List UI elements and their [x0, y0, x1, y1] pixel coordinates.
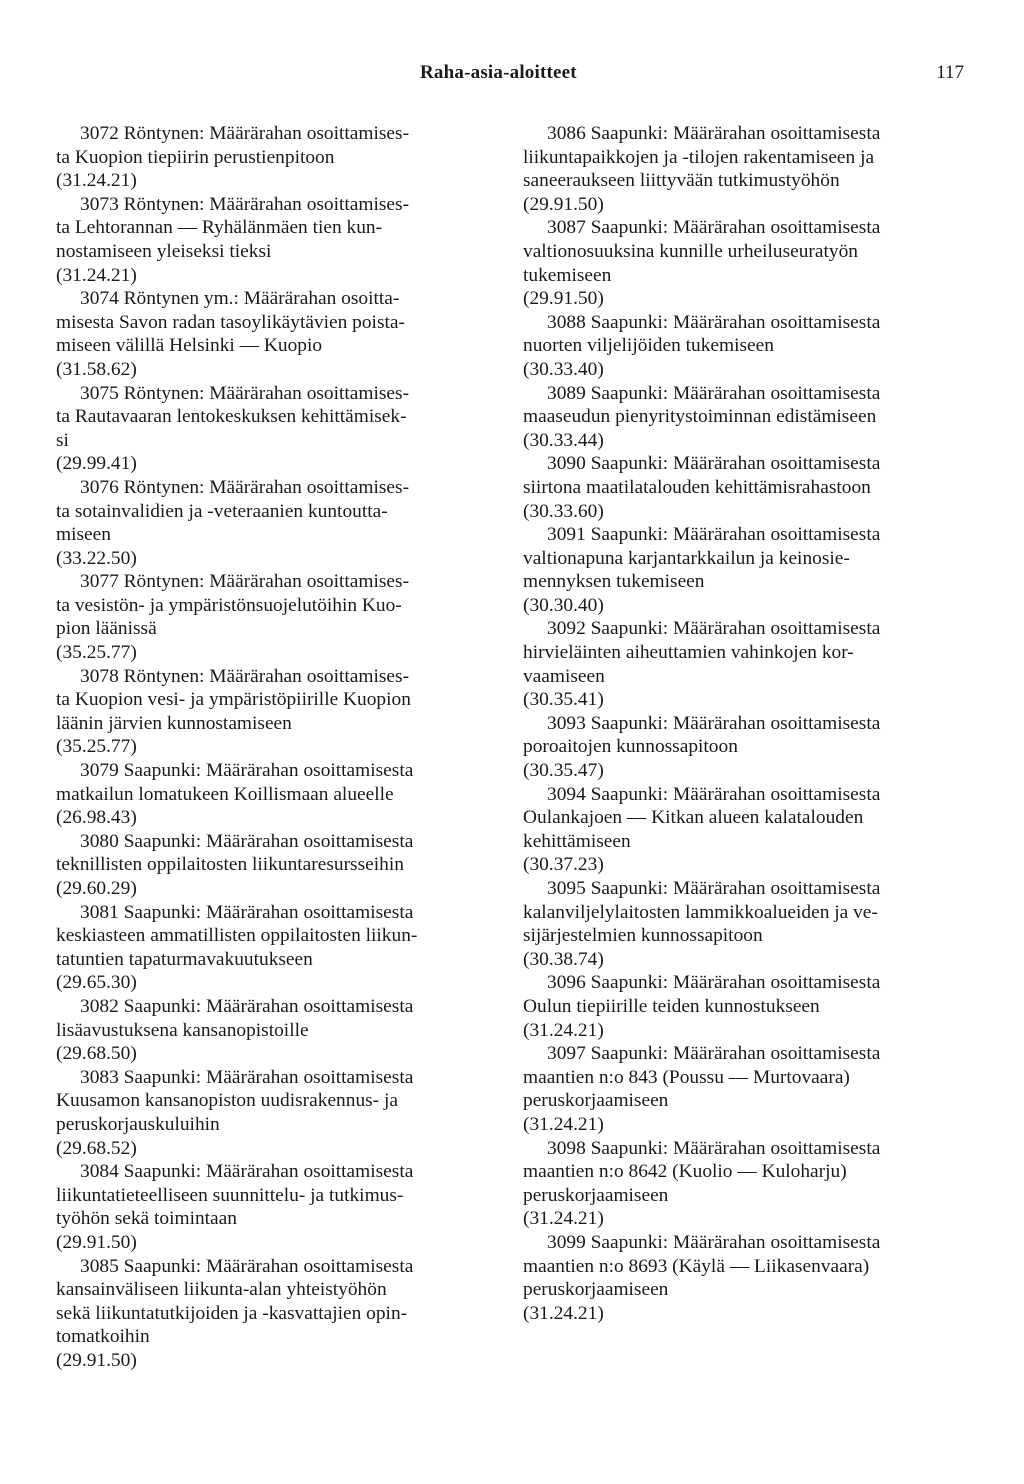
motion-entry [56, 759, 494, 830]
motion-entry [56, 382, 494, 476]
motion-text-line: hirvieläinten aiheuttamien vahinkojen kor- [523, 642, 854, 664]
motion-text-line: peruskorjaamiseen [523, 1184, 669, 1206]
motion-text-line: kansainväliseen liikunta-alan yhteistyöhön [56, 1279, 387, 1301]
budget-item-code: (29.91.50) [56, 1349, 137, 1371]
motion-title-line: 3094 Saapunki: Määrärahan osoittamisesta [547, 783, 881, 805]
motion-text-line: sekä liikuntatutkijoiden ja -kasvattajien opin- [56, 1302, 408, 1324]
motion-title-line: 3093 Saapunki: Määrärahan osoittamisesta [547, 712, 881, 734]
motion-title-line: 3076 Röntynen: Määrärahan osoittamises- [80, 476, 410, 498]
motion-text-line: valtionosuuksina kunnille urheiluseuratyön [523, 240, 858, 262]
motion-text-line: miseen välillä Helsinki — Kuopio [56, 335, 323, 357]
motion-entry [523, 971, 961, 1042]
motion-entry [523, 382, 961, 453]
motion-text-line: tomatkoihin [56, 1326, 150, 1348]
motion-text-line: nostamiseen yleiseksi tieksi [56, 240, 272, 262]
budget-item-code: (29.68.50) [56, 1043, 137, 1065]
motion-text-line: Oulankajoen — Kitkan alueen kalatalouden [523, 807, 864, 829]
motion-title-line: 3092 Saapunki: Määrärahan osoittamisesta [547, 618, 881, 640]
motion-text-line: keskiasteen ammatillisten oppilaitosten liikun- [56, 925, 418, 947]
motion-title-line: 3075 Röntynen: Määrärahan osoittamises- [80, 382, 410, 404]
motion-text-line: mennyksen tukemiseen [523, 571, 705, 593]
budget-item-code: (30.33.40) [523, 358, 604, 380]
motion-entry [523, 1137, 961, 1231]
budget-item-code: (29.91.50) [523, 288, 604, 310]
motion-title-line: 3073 Röntynen: Määrärahan osoittamises- [80, 193, 410, 215]
motion-text-line: nuorten viljelijöiden tukemiseen [523, 335, 774, 357]
motion-text-line: siirtona maatilatalouden kehittämisrahastoon [523, 476, 871, 498]
motion-text-line: työhön sekä toimintaan [56, 1208, 237, 1230]
motion-entry [523, 1231, 961, 1325]
motion-entry [523, 311, 961, 382]
budget-item-code: (30.37.23) [523, 854, 604, 876]
budget-item-code: (29.65.30) [56, 972, 137, 994]
budget-item-code: (30.35.41) [523, 689, 604, 711]
motion-entry [523, 877, 961, 971]
motion-text-line: liikuntapaikkojen ja -tilojen rakentamiseen ja [523, 146, 875, 168]
motion-text-line: ta Lehtorannan — Ryhälänmäen tien kun- [56, 217, 383, 239]
motion-title-line: 3095 Saapunki: Määrärahan osoittamisesta [547, 878, 881, 899]
budget-item-code: (31.24.21) [523, 1019, 604, 1041]
motion-entry [56, 287, 494, 381]
motion-title-line: 3088 Saapunki: Määrärahan osoittamisesta [547, 311, 881, 333]
motion-title-line: 3083 Saapunki: Määrärahan osoittamisesta [80, 1066, 414, 1088]
motion-text-line: miseen [56, 524, 111, 546]
right-column [523, 122, 961, 1325]
motion-title-line: 3087 Saapunki: Määrärahan osoittamisesta [547, 217, 881, 239]
motion-text-line: lisäavustuksena kansanopistoille [56, 1019, 309, 1041]
motion-text-line: kalanviljelylaitosten lammikkoalueiden ja ve- [523, 901, 878, 923]
budget-item-code: (31.24.21) [523, 1302, 604, 1324]
budget-item-code: (30.35.47) [523, 760, 604, 782]
motion-entry [56, 830, 494, 901]
budget-item-code: (29.91.50) [523, 193, 604, 215]
motion-title-line: 3086 Saapunki: Määrärahan osoittamisesta [547, 123, 881, 144]
motion-text-line: maantien n:o 843 (Poussu — Murtovaara) [523, 1066, 850, 1088]
motion-text-line: misesta Savon radan tasoylikäytävien poista- [56, 311, 405, 333]
budget-item-code: (29.91.50) [56, 1231, 137, 1253]
motion-entry [523, 783, 961, 877]
running-head: Raha-asia-aloitteet [420, 62, 577, 83]
motion-text-line: maaseudun pienyritystoiminnan edistämiseen [523, 406, 877, 428]
motion-text-line: peruskorjaamiseen [523, 1090, 669, 1112]
budget-item-code: (30.33.44) [523, 429, 604, 451]
motion-title-line: 3080 Saapunki: Määrärahan osoittamisesta [80, 830, 414, 852]
budget-item-code: (31.24.21) [56, 170, 137, 192]
motion-entry [56, 1160, 494, 1254]
motion-text-line: tukemiseen [523, 264, 612, 286]
motion-entry [56, 1255, 494, 1373]
motion-text-line: saneeraukseen liittyvään tutkimustyöhön [523, 170, 840, 192]
motion-title-line: 3090 Saapunki: Määrärahan osoittamisesta [547, 453, 881, 475]
motion-text-line: teknillisten oppilaitosten liikuntaresursseihin [56, 854, 404, 876]
budget-item-code: (26.98.43) [56, 807, 137, 829]
budget-item-code: (31.24.21) [523, 1208, 604, 1230]
motion-entry [56, 570, 494, 664]
motion-text-line: tatuntien tapaturmavakuutukseen [56, 948, 313, 970]
motion-title-line: 3077 Röntynen: Määrärahan osoittamises- [80, 571, 410, 593]
budget-item-code: (29.99.41) [56, 453, 137, 475]
motion-title-line: 3097 Saapunki: Määrärahan osoittamisesta [547, 1043, 881, 1065]
motion-entry [56, 665, 494, 759]
motion-text-line: Kuusamon kansanopiston uudisrakennus- ja [56, 1090, 398, 1112]
motion-title-line: 3078 Röntynen: Määrärahan osoittamises- [80, 665, 410, 687]
motion-text-line: maantien n:o 8693 (Käylä — Liikasenvaara) [523, 1255, 870, 1277]
budget-item-code: (35.25.77) [56, 642, 137, 664]
motion-entry [56, 476, 494, 570]
budget-item-code: (31.24.21) [523, 1113, 604, 1135]
motion-text-line: poroaitojen kunnossapitoon [523, 736, 738, 758]
motion-text-line: vaamiseen [523, 665, 605, 687]
motion-title-line: 3081 Saapunki: Määrärahan osoittamisesta [80, 901, 414, 923]
motion-text-line: matkailun lomatukeen Koillismaan alueelle [56, 783, 394, 805]
motion-entry [56, 193, 494, 287]
motion-text-line: maantien n:o 8642 (Kuolio — Kuloharju) [523, 1161, 847, 1183]
motion-text-line: sijärjestelmien kunnossapitoon [523, 925, 763, 947]
left-column [56, 122, 494, 1372]
motion-text-line: ta sotainvalidien ja -veteraanien kuntoutta- [56, 500, 388, 522]
motion-entry [523, 1042, 961, 1136]
motion-entry [523, 523, 961, 617]
motion-title-line: 3089 Saapunki: Määrärahan osoittamisesta [547, 382, 881, 404]
budget-item-code: (31.24.21) [56, 264, 137, 286]
budget-item-code: (30.33.60) [523, 500, 604, 522]
motion-title-line: 3074 Röntynen ym.: Määrärahan osoitta- [80, 288, 400, 310]
motion-text-line: liikuntatieteelliseen suunnittelu- ja tutkimus- [56, 1184, 404, 1206]
motion-text-line: ta Rautavaaran lentokeskuksen kehittämisek- [56, 406, 407, 428]
budget-item-code: (31.58.62) [56, 358, 137, 380]
motion-entry [523, 122, 961, 216]
motion-title-line: 3079 Saapunki: Määrärahan osoittamisesta [80, 760, 414, 782]
motion-text-line: pion läänissä [56, 618, 157, 640]
motion-title-line: 3082 Saapunki: Määrärahan osoittamisesta [80, 995, 414, 1017]
motion-text-line: peruskorjaamiseen [523, 1279, 669, 1301]
motion-entry [523, 216, 961, 310]
motion-text-line: peruskorjauskuluihin [56, 1113, 220, 1135]
motion-text-line: ta vesistön- ja ympäristönsuojelutöihin Kuo- [56, 594, 402, 616]
budget-item-code: (33.22.50) [56, 547, 137, 569]
budget-item-code: (35.25.77) [56, 736, 137, 758]
motion-title-line: 3085 Saapunki: Määrärahan osoittamisesta [80, 1255, 414, 1277]
budget-item-code: (29.60.29) [56, 878, 137, 899]
motion-entry [523, 452, 961, 523]
motion-title-line: 3096 Saapunki: Määrärahan osoittamisesta [547, 972, 881, 994]
motion-title-line: 3099 Saapunki: Määrärahan osoittamisesta [547, 1231, 881, 1253]
motion-text-line: ta Kuopion tiepiirin perustienpitoon [56, 146, 335, 168]
budget-item-code: (29.68.52) [56, 1137, 137, 1159]
motion-text-line: ta Kuopion vesi- ja ympäristöpiirille Kuopion [56, 689, 411, 711]
motion-entry [56, 995, 494, 1066]
page-number: 117 [936, 62, 964, 83]
motion-text-line: läänin järvien kunnostamiseen [56, 712, 292, 734]
motion-text-line: Oulun tiepiirille teiden kunnostukseen [523, 995, 820, 1017]
motion-entry [56, 122, 494, 193]
motion-entry [56, 1066, 494, 1160]
motion-title-line: 3091 Saapunki: Määrärahan osoittamisesta [547, 524, 881, 546]
motion-text-line: kehittämiseen [523, 830, 631, 852]
motion-title-line: 3084 Saapunki: Määrärahan osoittamisesta [80, 1161, 414, 1183]
motion-entry [56, 901, 494, 995]
motion-title-line: 3072 Röntynen: Määrärahan osoittamises- [80, 123, 410, 144]
motion-text-line: valtionapuna karjantarkkailun ja keinosie- [523, 547, 850, 569]
budget-item-code: (30.30.40) [523, 594, 604, 616]
motion-entry [523, 712, 961, 783]
motion-entry [523, 617, 961, 711]
motion-text-line: si [56, 429, 69, 451]
budget-item-code: (30.38.74) [523, 948, 604, 970]
motion-title-line: 3098 Saapunki: Määrärahan osoittamisesta [547, 1137, 881, 1159]
